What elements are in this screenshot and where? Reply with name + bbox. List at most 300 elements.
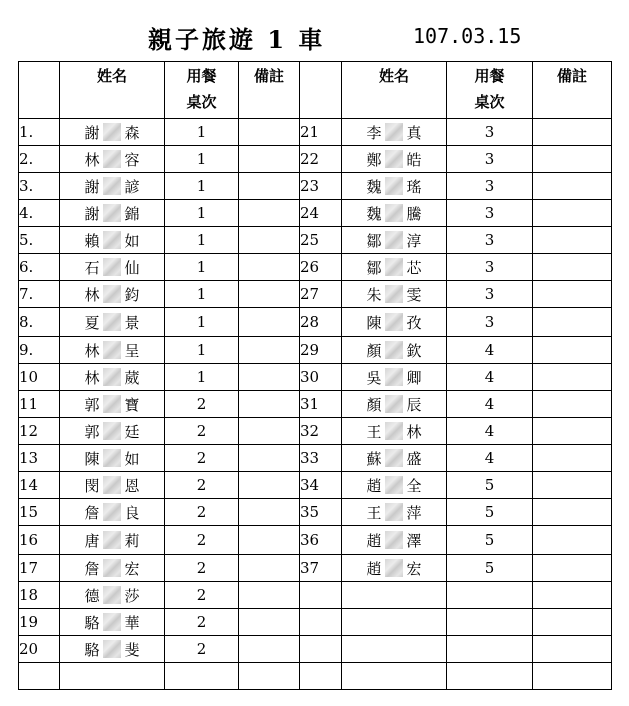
row-number: 29 [300,337,342,364]
meal-table-number: 2 [165,499,239,526]
person-name [84,284,140,305]
person-name [84,230,140,251]
surname: 趙 [366,531,382,550]
redaction-blur [103,204,121,222]
roster-body [19,119,612,690]
table-row [19,173,612,200]
redaction-blur [385,531,403,549]
row-number: 16 [19,526,60,555]
row-number: 7. [19,281,60,308]
name-cell [342,472,447,499]
meal-table-number: 2 [165,445,239,472]
header-row [19,62,612,119]
surname: 唐 [84,531,100,550]
given-name-char: 容 [124,150,140,169]
person-name [84,394,140,415]
remark-cell [239,119,300,146]
person-name [84,530,140,551]
name-cell [60,391,165,418]
left-number-header [19,62,60,119]
given-name-char: 芯 [406,258,422,277]
name-cell [342,254,447,281]
surname: 郭 [84,395,100,414]
row-number: 12 [19,418,60,445]
remark-cell [533,445,612,472]
given-name-char: 皓 [406,150,422,169]
meal-table-number: 1 [165,364,239,391]
table-row [19,609,612,636]
name-cell [60,173,165,200]
table-row [19,526,612,555]
row-number: 36 [300,526,342,555]
name-cell [60,472,165,499]
surname: 蘇 [366,449,382,468]
redaction-blur [103,640,121,658]
redaction-blur [385,150,403,168]
redaction-blur [103,476,121,494]
table-row [19,308,612,337]
row-number: 30 [300,364,342,391]
remark-cell [239,308,300,337]
remark-cell [239,254,300,281]
name-cell [60,119,165,146]
table-row [19,418,612,445]
meal-header-line2: 桌次 [474,93,505,111]
redaction-blur [385,231,403,249]
surname: 鄒 [366,258,382,277]
name-cell [342,499,447,526]
surname: 顏 [366,341,382,360]
name-cell [60,445,165,472]
remark-cell [239,200,300,227]
person-name [366,230,422,251]
row-number [19,663,60,690]
person-name [366,257,422,278]
meal-table-number: 2 [165,391,239,418]
person-name [84,558,140,579]
redaction-blur [385,313,403,331]
remark-cell [239,173,300,200]
person-name [366,558,422,579]
given-name-char: 錦 [124,204,140,223]
document-title: 親子旅遊 1 車 [148,25,326,54]
person-name [366,421,422,442]
row-number: 3. [19,173,60,200]
table-row [19,445,612,472]
row-number: 37 [300,555,342,582]
name-cell [342,555,447,582]
given-name-char: 葳 [124,368,140,387]
right-name-header: 姓名 [342,62,447,119]
name-cell [342,119,447,146]
given-name-char: 林 [406,422,422,441]
surname: 趙 [366,559,382,578]
table-row [19,391,612,418]
redaction-blur [103,449,121,467]
remark-cell [533,636,612,663]
row-number [300,582,342,609]
surname: 林 [84,368,100,387]
row-number: 27 [300,281,342,308]
name-cell [60,308,165,337]
name-cell [60,254,165,281]
meal-table-number: 3 [447,119,533,146]
meal-table-number: 2 [165,555,239,582]
given-name-char: 恩 [124,476,140,495]
name-cell [60,663,165,690]
person-name [366,312,422,333]
surname: 吳 [366,368,382,387]
meal-table-number: 4 [447,391,533,418]
meal-table-number: 1 [165,337,239,364]
person-name [84,475,140,496]
name-cell [342,526,447,555]
meal-table-number: 1 [165,254,239,281]
given-name-char: 宏 [406,559,422,578]
meal-table-number: 1 [165,173,239,200]
name-cell [60,582,165,609]
person-name [366,530,422,551]
name-cell [60,526,165,555]
surname: 詹 [84,559,100,578]
remark-cell [533,281,612,308]
row-number: 8. [19,308,60,337]
meal-table-number: 5 [447,472,533,499]
name-cell [60,364,165,391]
meal-table-number [447,609,533,636]
person-name [84,312,140,333]
given-name-char: 景 [124,313,140,332]
remark-cell [533,227,612,254]
surname: 詹 [84,503,100,522]
person-name [366,284,422,305]
redaction-blur [103,395,121,413]
given-name-char: 華 [124,613,140,632]
given-name-char: 孜 [406,313,422,332]
redaction-blur [385,422,403,440]
surname: 魏 [366,177,382,196]
redaction-blur [103,422,121,440]
row-number: 23 [300,173,342,200]
remark-cell [533,663,612,690]
person-name [84,367,140,388]
meal-table-number: 1 [165,227,239,254]
meal-table-number: 1 [165,281,239,308]
name-cell [342,582,447,609]
left-meal-table-header [165,62,239,119]
name-cell [342,445,447,472]
title-row [0,16,629,56]
table-row [19,364,612,391]
remark-cell [533,391,612,418]
name-cell [60,636,165,663]
surname: 王 [366,503,382,522]
given-name-char: 莉 [124,531,140,550]
remark-cell [239,337,300,364]
meal-table-number: 4 [447,445,533,472]
meal-header-line2: 桌次 [186,93,217,111]
meal-table-number: 1 [165,119,239,146]
redaction-blur [103,123,121,141]
person-name [84,203,140,224]
person-name [84,502,140,523]
person-name [84,585,140,606]
surname: 顏 [366,395,382,414]
given-name-char: 真 [406,123,422,142]
redaction-blur [103,559,121,577]
redaction-blur [103,177,121,195]
name-cell [342,227,447,254]
surname: 林 [84,150,100,169]
redaction-blur [103,586,121,604]
remark-cell [533,364,612,391]
redaction-blur [385,258,403,276]
meal-table-number: 5 [447,526,533,555]
remark-cell [239,582,300,609]
remark-cell [533,146,612,173]
surname: 李 [366,123,382,142]
remark-cell [533,499,612,526]
row-number: 32 [300,418,342,445]
remark-cell [533,254,612,281]
person-name [84,448,140,469]
table-row [19,337,612,364]
meal-table-number: 4 [447,364,533,391]
given-name-char: 鈞 [124,285,140,304]
person-name [84,421,140,442]
person-name [366,448,422,469]
meal-header-line1: 用餐 [474,67,505,85]
meal-table-number: 3 [447,281,533,308]
row-number: 21 [300,119,342,146]
given-name-char: 寶 [124,395,140,414]
table-row [19,146,612,173]
redaction-blur [385,123,403,141]
row-number: 28 [300,308,342,337]
redaction-blur [103,531,121,549]
person-name [84,639,140,660]
name-cell [342,281,447,308]
remark-cell [239,146,300,173]
name-cell [342,663,447,690]
given-name-char: 澤 [406,531,422,550]
surname: 駱 [84,640,100,659]
meal-header-line1: 用餐 [186,67,217,85]
person-name [366,475,422,496]
remark-cell [533,582,612,609]
person-name [366,122,422,143]
meal-table-number: 1 [165,308,239,337]
remark-cell [239,391,300,418]
meal-table-number: 4 [447,337,533,364]
redaction-blur [385,559,403,577]
row-number: 18 [19,582,60,609]
row-number: 1. [19,119,60,146]
name-cell [342,364,447,391]
given-name-char: 宏 [124,559,140,578]
given-name-char: 諺 [124,177,140,196]
remark-cell [239,636,300,663]
name-cell [60,200,165,227]
surname: 鄒 [366,231,382,250]
row-number [300,663,342,690]
name-cell [60,555,165,582]
table-row [19,227,612,254]
name-cell [342,636,447,663]
remark-cell [239,555,300,582]
row-number: 6. [19,254,60,281]
person-name [84,612,140,633]
person-name [366,203,422,224]
surname: 陳 [84,449,100,468]
name-cell [342,418,447,445]
row-number: 4. [19,200,60,227]
name-cell [342,609,447,636]
name-cell [60,499,165,526]
given-name-char: 良 [124,503,140,522]
given-name-char: 斐 [124,640,140,659]
meal-table-number [447,582,533,609]
redaction-blur [385,503,403,521]
redaction-blur [103,368,121,386]
surname: 謝 [84,204,100,223]
given-name-char: 雯 [406,285,422,304]
redaction-blur [103,231,121,249]
row-number [300,609,342,636]
table-row [19,472,612,499]
surname: 謝 [84,123,100,142]
meal-table-number: 3 [447,227,533,254]
given-name-char: 萍 [406,503,422,522]
remark-cell [533,526,612,555]
meal-table-number: 3 [447,200,533,227]
meal-table-number: 3 [447,308,533,337]
row-number: 15 [19,499,60,526]
person-name [366,502,422,523]
row-number: 34 [300,472,342,499]
given-name-char: 森 [124,123,140,142]
table-row [19,636,612,663]
surname: 趙 [366,476,382,495]
row-number [300,636,342,663]
meal-table-number: 2 [165,609,239,636]
meal-table-number: 2 [165,418,239,445]
meal-table-number: 3 [447,173,533,200]
remark-cell [533,555,612,582]
name-cell [60,337,165,364]
redaction-blur [385,476,403,494]
row-number: 9. [19,337,60,364]
name-cell [60,418,165,445]
surname: 鄭 [366,150,382,169]
redaction-blur [385,204,403,222]
surname: 林 [84,285,100,304]
person-name [84,176,140,197]
redaction-blur [385,285,403,303]
redaction-blur [385,395,403,413]
redaction-blur [385,177,403,195]
remark-cell [239,663,300,690]
surname: 夏 [84,313,100,332]
row-number: 11 [19,391,60,418]
surname: 德 [84,586,100,605]
person-name [366,394,422,415]
name-cell [60,146,165,173]
row-number: 2. [19,146,60,173]
redaction-blur [103,258,121,276]
name-cell [342,308,447,337]
meal-table-number: 1 [165,200,239,227]
remark-cell [239,499,300,526]
name-cell [342,391,447,418]
surname: 石 [84,258,100,277]
given-name-char: 瑤 [406,177,422,196]
remark-cell [239,445,300,472]
remark-cell [239,609,300,636]
remark-cell [239,364,300,391]
surname: 林 [84,341,100,360]
row-number: 13 [19,445,60,472]
remark-cell [533,337,612,364]
person-name [366,176,422,197]
name-cell [342,173,447,200]
row-number: 26 [300,254,342,281]
redaction-blur [103,341,121,359]
redaction-blur [103,285,121,303]
surname: 謝 [84,177,100,196]
right-number-header [300,62,342,119]
meal-table-number [447,663,533,690]
remark-cell [533,173,612,200]
person-name [84,340,140,361]
surname: 陳 [366,313,382,332]
row-number: 22 [300,146,342,173]
row-number: 17 [19,555,60,582]
surname: 魏 [366,204,382,223]
redaction-blur [103,613,121,631]
name-cell [60,281,165,308]
surname: 郭 [84,422,100,441]
row-number: 33 [300,445,342,472]
meal-table-number: 1 [165,146,239,173]
given-name-char: 欽 [406,341,422,360]
left-remark-header: 備註 [239,62,300,119]
remark-cell [239,227,300,254]
remark-cell [533,418,612,445]
remark-cell [533,308,612,337]
given-name-char: 如 [124,231,140,250]
row-number: 24 [300,200,342,227]
row-number: 25 [300,227,342,254]
row-number: 19 [19,609,60,636]
remark-cell [533,609,612,636]
row-number: 14 [19,472,60,499]
table-row [19,555,612,582]
surname: 朱 [366,285,382,304]
remark-cell [533,472,612,499]
row-number: 10 [19,364,60,391]
given-name-char: 卿 [406,368,422,387]
meal-table-number: 5 [447,555,533,582]
table-row [19,499,612,526]
person-name [366,340,422,361]
redaction-blur [385,449,403,467]
meal-table-number: 5 [447,499,533,526]
table-row [19,254,612,281]
table-row [19,663,612,690]
given-name-char: 呈 [124,341,140,360]
table-row [19,200,612,227]
